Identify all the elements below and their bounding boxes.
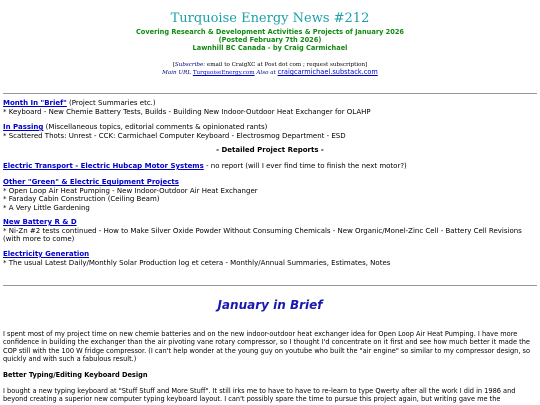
section-brief bbox=[3, 99, 537, 116]
section-transport bbox=[3, 162, 537, 171]
subsection-heading: Better Typing/Editing Keyboard Design bbox=[3, 371, 148, 379]
subscribe-line bbox=[0, 62, 540, 69]
subscribe-label: Subscribe: bbox=[174, 62, 206, 68]
substack-link[interactable]: craigcarmichael.substack.com bbox=[277, 68, 378, 76]
other-link[interactable]: Other "Green" & Electric Equipment Projects bbox=[3, 178, 179, 186]
section-generation bbox=[3, 250, 537, 267]
url-line bbox=[0, 69, 540, 77]
brief-note: (Project Summaries etc.) bbox=[66, 99, 156, 107]
section-passing bbox=[3, 123, 537, 140]
transport-note: - no report (will I ever find time to finish the next motor?) bbox=[203, 162, 407, 170]
other-item: * Faraday Cabin Construction (Ceiling Beam) bbox=[3, 195, 160, 204]
main-url-label: Main URL bbox=[162, 70, 193, 76]
brief-item: * Keyboard - New Chemie Battery Tests, Builds - Building New Indoor-Outdoor Heat Exchanger for OLAHP bbox=[3, 107, 371, 116]
top-divider bbox=[3, 93, 537, 94]
bottom-divider bbox=[3, 285, 537, 286]
other-item: * Open Loop Air Heat Pumping - New Indoor-Outdoor Air Heat Exchanger bbox=[3, 186, 258, 195]
main-url-link[interactable]: TurquoiseEnergy.com bbox=[192, 70, 255, 76]
author-line: Lawnhill BC Canada - by Craig Carmichael bbox=[192, 44, 348, 52]
brief-link[interactable]: Month In "Brief" bbox=[3, 99, 67, 107]
generation-link[interactable]: Electricity Generation bbox=[3, 250, 90, 258]
detailed-reports-heading: - Detailed Project Reports - bbox=[216, 146, 324, 154]
newsletter-title: Turquoise Energy News #212 bbox=[170, 11, 370, 26]
section-other bbox=[3, 178, 537, 212]
subscribe-text: email to CraigXC at Post dot com ; request subscription] bbox=[205, 62, 368, 68]
battery-item: * Ni-Zn #2 tests continued - How to Make Silver Oxide Powder Without Consuming Chemicals - New Organic/Monel-Zinc Cell - Battery Cell Revisions (with more to come) bbox=[3, 226, 522, 244]
generation-item: * The usual Latest Daily/Monthly Solar Production log et cetera - Monthly/Annual Summaries, Estimates, Notes bbox=[3, 258, 391, 267]
january-brief-title: January in Brief bbox=[217, 298, 323, 312]
passing-note: (Miscellaneous topics, editorial comments & opinionated rants) bbox=[43, 123, 268, 131]
coverage-line: Covering Research & Development Activities & Projects of January 2026 bbox=[135, 28, 405, 36]
battery-link[interactable]: New Battery R & D bbox=[3, 218, 77, 226]
body-paragraph: I spent most of my project time on new chemie batteries and on the new indoor-outdoor heat exchanger idea for Open Loop Air Heat Pumping. I have more confidence in building the exchanger than the air pivoting vane rotary compressor, so I thought I'd concentrate on it first and see how much better it made the COP still with the 100 W fridge compressor. (I can't help wonder at the young guy on youtube who built the "air engine" so similar to my compressor design, so quickly and with such a fabulous result.) bbox=[3, 330, 531, 363]
transport-link[interactable]: Electric Transport - Electric Hubcap Motor Systems bbox=[3, 162, 204, 170]
posted-date: (Posted February 7th 2026) bbox=[218, 36, 322, 44]
open-bracket: [ bbox=[172, 62, 175, 68]
passing-item: * Scattered Thots: Unrest - CCK: Carmichael Computer Keyboard - Electrosmog Department - ESD bbox=[3, 131, 346, 140]
passing-link[interactable]: In Passing bbox=[3, 123, 44, 131]
section-battery bbox=[3, 218, 537, 244]
other-item: * A Very Little Gardening bbox=[3, 203, 90, 212]
masthead bbox=[0, 0, 540, 77]
also-at-label: Also at bbox=[254, 70, 278, 76]
body-paragraph: I bought a new typing keyboard at "Stuff Stuff and More Stuff". It still irks me to have to have to re-learn to type Qwerty after all the work I did in 1986 and beyond creating a superior new computer typing keyboard layout. I can't possibly spare the time to pursue this project again, but writing gave me the bbox=[3, 387, 516, 404]
